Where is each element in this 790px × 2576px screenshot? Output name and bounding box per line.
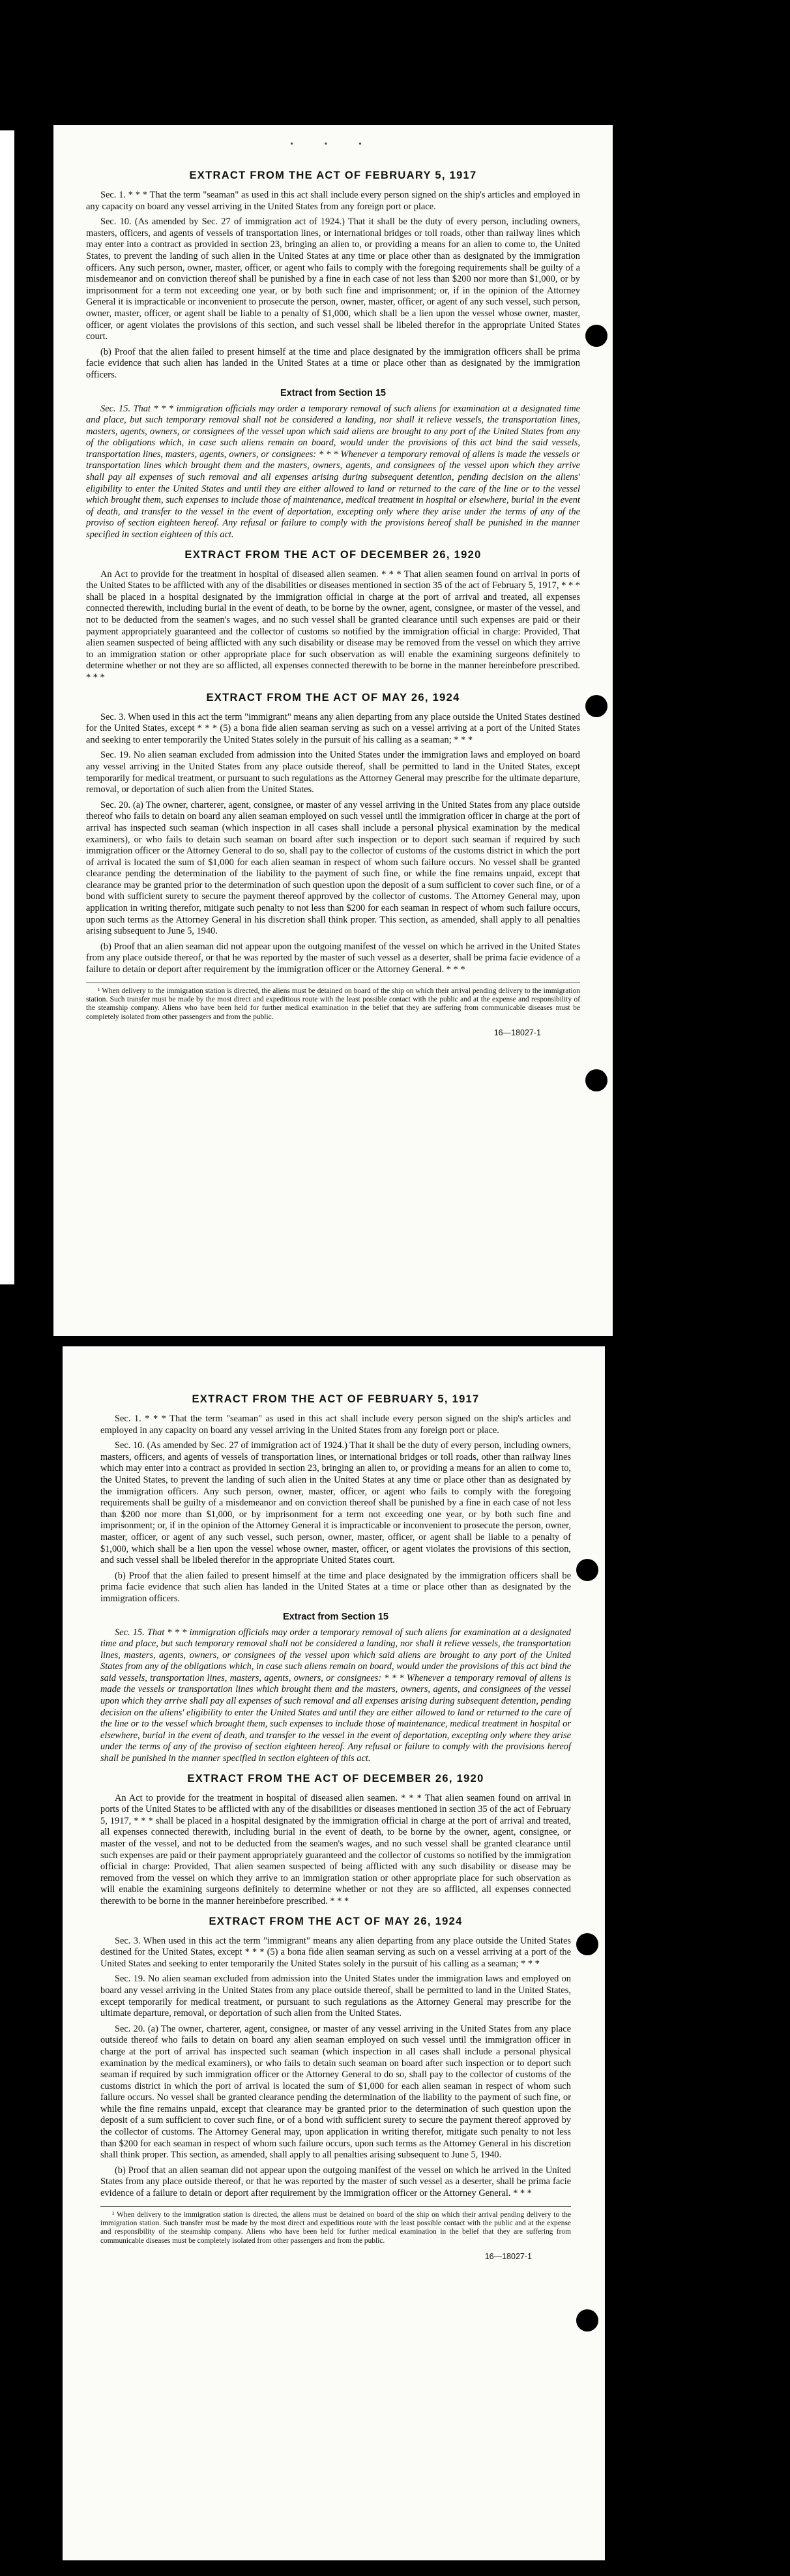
paragraph-sec-20-a: Sec. 20. (a) The owner, charterer, agent, consignee, or master of any vessel arriving in the United States from any place outside thereof who fails to detain on board any alien seaman employed on such vessel until the immigration officer in charge at the port of arrival has inspected such seaman (which inspection in all cases shall include a personal physical examination by the medical examiners), or who fails to detain such seaman on board after such inspection or to deport such seaman if required by such immigration officer or the Attorney General to do so, shall pay to the collector of customs of the customs district in which the port of arrival is located the sum of $1,000 for each alien seaman in respect of whom such failure occurs. No vessel shall be granted clearance pending the determination of the liability to the payment of such fine, or while the fine remains unpaid, except that clearance may be granted prior to the determination of such question upon the deposit of a sum sufficient to cover such fine, or of a bond with sufficient surety to secure the payment thereof approved by the collector of customs. The Attorney General may, upon application in writing therefor, mitigate such penalty to not less than $200 for each seaman in respect of whom such failure occurs, upon such terms as the Attorney General in his discretion shall think proper. This section, as amended, shall apply to all penalties arising subsequent to June 5, 1940. — [86, 799, 580, 937]
paragraph-sec-15: Sec. 15. That * * * immigration officials may order a temporary removal of such aliens for examination at a designated time and place, but such temporary removal shall not be considered a landing, nor shall it relieve vessels, the transportation lines, masters, agents, owners, or consignees of the vessel upon which said aliens are brought to any port of the United States from any of the obligations which, in case such aliens remain on board, would under the provisions of this act bind the said vessels, transportation lines, masters, agents, owners, or consignees: * * * Whenever a temporary removal of aliens is made the vessels or transportation lines which brought them and the masters, owners, agents, and consignees of the vessel upon which they arrive shall pay all expenses of such removal and all expenses arising during subsequent detention, pending decision on the aliens' eligibility to enter the United States and until they are either allowed to land or returned to the care of the line or to the vessel which brought them, such expenses to include those of maintenance, medical treatment in hospital or elsewhere, burial in the event of death, and transfer to the vessel in the event of deportation, excepting only where they arise under the terms of any of the proviso of section eighteen hereof. Any refusal or failure to comply with the provisions hereof shall be punished in the manner specified in section eighteen of this act. — [100, 1627, 571, 1764]
adjacent-page-edge — [0, 130, 14, 1284]
footnote: ¹ When delivery to the immigration station is directed, the aliens must be detained on board of the ship on which their arrival pending delivery to the immigration station. Such transfer must be made by the most direct and expeditious route with the least possible contact with the public and at the expense and responsibility of the steamship company. Aliens who have been held for further medical examination in the belief that they are suffering from communicable diseases must be completely isolated from other passengers and from the public. — [100, 2210, 571, 2245]
paragraph-act-1920: An Act to provide for the treatment in hospital of diseased alien seamen. * * * That alien seamen found on arrival in ports of the United States to be afflicted with any of the disabilities or diseases mentioned in section 35 of the act of February 5, 1917, * * * shall be placed in a hospital designated by the immigration official in charge at the port of arrival and treated, all expenses connected therewith, including burial in the event of death, to be borne by the owner, agent, consignee, or master of the vessel, and not to be deducted from the seamen's wages, and no such vessel shall be granted clearance until such expenses are paid or their payment appropriately guaranteed and the collector of customs so notified by the immigration official in charge: Provided, That alien seamen suspected of being afflicted with any such disability or disease may be removed from the vessel on which they arrive to an immigration station or other appropriate place for such observation as will enable the examining surgeons definitely to determine whether or not they are so afflicted, all expenses connected therewith to be borne in the manner hereinbefore prescribed. * * * — [100, 1792, 571, 1906]
paragraph-sec-3: Sec. 3. When used in this act the term "immigrant" means any alien departing from any place outside the United States destined for the United States, except * * * (5) a bona fide alien seaman serving as such on a vessel arriving at a port of the United States and seeking to enter temporarily the United States solely in the pursuit of his calling as a seaman; * * * — [86, 711, 580, 745]
paragraph-sec-1: Sec. 1. * * * That the term "seaman" as used in this act shall include every person signed on the ship's articles and employed in any capacity on board any vessel arriving in the United States from any foreign port or place. — [86, 190, 580, 212]
heading-act-1924: EXTRACT FROM THE ACT OF MAY 26, 1924 — [209, 1915, 463, 1927]
subheading-section-15: Extract from Section 15 — [280, 387, 386, 398]
heading-act-1917: EXTRACT FROM THE ACT OF FEBRUARY 5, 1917 — [189, 170, 477, 181]
document-page-back — [63, 1346, 605, 2560]
paragraph-sec-10-b: (b) Proof that the alien failed to present himself at the time and place designated by the immigration officers shall be prima facie evidence that such alien has landed in the United States at a time or place other than as designated by the immigration officers. — [86, 346, 580, 380]
paragraph-sec-1: Sec. 1. * * * That the term "seaman" as used in this act shall include every person signed on the ship's articles and employed in any capacity on board any vessel arriving in the United States from any foreign port or place. — [100, 1414, 571, 1436]
paragraph-sec-10: Sec. 10. (As amended by Sec. 27 of immigration act of 1924.) That it shall be the duty of every person, including owners, masters, officers, and agents of vessels of transportation lines, or international bridges or toll roads, other than railway lines which may enter into a contract as provided in section 23, bringing an alien to, or providing a means for an alien to come to, the United States, to prevent the landing of such alien in the United States at any time or place other than as designated by the immigration officers. Any such person, owner, master, officer, or agent who fails to comply with the foregoing requirements shall be guilty of a misdemeanor and on conviction thereof shall be punished by a fine in each case of not less than $200 nor more than $1,000, or by imprisonment for a term not exceeding one year, or by both such fine and imprisonment; or, if in the opinion of the Attorney General it is impracticable or inconvenient to prosecute the person, owner, master, officer, or agent of any such vessel, such person, owner, master, officer, or agent shall be liable to a penalty of $1,000, which shall be a lien upon the vessel whose owner, master, officer, or agent violates the provisions of this section, and such vessel shall be libeled therefor in the appropriate United States court. — [100, 1440, 571, 1566]
punch-hole — [585, 695, 607, 717]
heading-act-1917: EXTRACT FROM THE ACT OF FEBRUARY 5, 1917 — [192, 1393, 480, 1405]
paragraph-sec-15: Sec. 15. That * * * immigration officials may order a temporary removal of such aliens for examination at a designated time and place, but such temporary removal shall not be considered a landing, nor shall it relieve vessels, the transportation lines, masters, agents, owners, or consignees of the vessel upon which said aliens are brought to any port of the United States from any of the obligations which, in case such aliens remain on board, would under the provisions of this act bind the said vessels, transportation lines, masters, agents, owners, or consignees: * * * Whenever a temporary removal of aliens is made the vessels or transportation lines which brought them and the masters, owners, agents, and consignees of the vessel upon which they arrive shall pay all expenses of such removal and all expenses arising during subsequent detention, pending decision on the aliens' eligibility to enter the United States and until they are either allowed to land or returned to the care of the line or to the vessel which brought them, such expenses to include those of maintenance, medical treatment in hospital or elsewhere, burial in the event of death, and transfer to the vessel in the event of deportation, excepting only where they arise under the terms of any of the proviso of section eighteen hereof. Any refusal or failure to comply with the provisions hereof shall be punished in the manner specified in section eighteen of this act. — [86, 403, 580, 540]
footnote: ¹ When delivery to the immigration station is directed, the aliens must be detained on board of the ship on which their arrival pending delivery to the immigration station. Such transfer must be made by the most direct and expeditious route with the least possible contact with the public and at the expense and responsibility of the steamship company. Aliens who have been held for further medical examination in the belief that they are suffering from communicable diseases must be completely isolated from other passengers and from the public. — [86, 986, 580, 1021]
paragraph-sec-20-b: (b) Proof that an alien seaman did not appear upon the outgoing manifest of the vessel on which he arrived in the United States from any place outside thereof, or that he was reported by the master of such vessel as a deserter, shall be prima facie evidence of a failure to detain or deport after requirement by the immigration officer or the Attorney General. * * * — [86, 941, 580, 975]
subheading-section-15: Extract from Section 15 — [283, 1611, 388, 1622]
punch-hole — [576, 1933, 598, 1955]
paragraph-sec-20-b: (b) Proof that an alien seaman did not appear upon the outgoing manifest of the vessel on which he arrived in the United States from any place outside thereof, or that he was reported by the master of such vessel as a deserter, shall be prima facie evidence of a failure to detain or deport after requirement by the immigration officer or the Attorney General. * * * — [100, 2165, 571, 2199]
paragraph-sec-3: Sec. 3. When used in this act the term "immigrant" means any alien departing from any place outside the United States destined for the United States, except * * * (5) a bona fide alien seaman serving as such on a vessel arriving at a port of the United States and seeking to enter temporarily the United States solely in the pursuit of his calling as a seaman; * * * — [100, 1935, 571, 1969]
punch-hole — [576, 1559, 598, 1581]
paragraph-act-1920: An Act to provide for the treatment in hospital of diseased alien seamen. * * * That alien seamen found on arrival in ports of the United States to be afflicted with any of the disabilities or diseases mentioned in section 35 of the act of February 5, 1917, * * * shall be placed in a hospital designated by the immigration official in charge at the port of arrival and treated, all expenses connected therewith, including burial in the event of death, to be borne by the owner, agent, consignee, or master of the vessel, and not to be deducted from the seamen's wages, and no such vessel shall be granted clearance until such expenses are paid or their payment appropriately guaranteed and the collector of customs so notified by the immigration official in charge: Provided, That alien seamen suspected of being afflicted with any such disability or disease may be removed from the vessel on which they arrive to an immigration station or other appropriate place for such observation as will enable the examining surgeons definitely to determine whether or not they are so afflicted, all expenses connected therewith to be borne in the manner hereinbefore prescribed. * * * — [86, 569, 580, 683]
heading-act-1920: EXTRACT FROM THE ACT OF DECEMBER 26, 1920 — [187, 1772, 484, 1784]
heading-act-1924: EXTRACT FROM THE ACT OF MAY 26, 1924 — [206, 691, 460, 703]
document-page-front — [53, 125, 613, 1336]
page-marks: • • • — [290, 140, 376, 149]
form-code: 16—18027-1 — [484, 2252, 532, 2262]
heading-act-1920: EXTRACT FROM THE ACT OF DECEMBER 26, 1920 — [184, 548, 482, 561]
paragraph-sec-19: Sec. 19. No alien seaman excluded from admission into the United States under the immigration laws and employed on board any vessel arriving in the United States from any place outside thereof, shall be permitted to land in the United States, except temporarily for medical treatment, or pursuant to such regulations as the Attorney General may prescribe for the ultimate departure, removal, or deportation of such alien from the United States. — [86, 750, 580, 795]
paragraph-sec-10: Sec. 10. (As amended by Sec. 27 of immigration act of 1924.) That it shall be the duty of every person, including owners, masters, officers, and agents of vessels of transportation lines, or international bridges or toll roads, other than railway lines which may enter into a contract as provided in section 23, bringing an alien to, or providing a means for an alien to come to, the United States, to prevent the landing of such alien in the United States at any time or place other than as designated by the immigration officers. Any such person, owner, master, officer, or agent who fails to comply with the foregoing requirements shall be guilty of a misdemeanor and on conviction thereof shall be punished by a fine in each case of not less than $200 nor more than $1,000, or by imprisonment for a term not exceeding one year, or by both such fine and imprisonment; or, if in the opinion of the Attorney General it is impracticable or inconvenient to prosecute the person, owner, master, officer, or agent of any such vessel, such person, owner, master, officer, or agent shall be liable to a penalty of $1,000, which shall be a lien upon the vessel whose owner, master, officer, or agent violates the provisions of this section, and such vessel shall be libeled therefor in the appropriate United States court. — [86, 216, 580, 342]
paragraph-sec-20-a: Sec. 20. (a) The owner, charterer, agent, consignee, or master of any vessel arriving in the United States from any place outside thereof who fails to detain on board any alien seaman employed on such vessel until the immigration officer in charge at the port of arrival has inspected such seaman (which inspection in all cases shall include a personal physical examination by the medical examiners), or who fails to detain such seaman on board after such inspection or to deport such seaman if required by such immigration officer or the Attorney General to do so, shall pay to the collector of customs of the customs district in which the port of arrival is located the sum of $1,000 for each alien seaman in respect of whom such failure occurs. No vessel shall be granted clearance pending the determination of the liability to the payment of such fine, or while the fine remains unpaid, except that clearance may be granted prior to the determination of such question upon the deposit of a sum sufficient to cover such fine, or of a bond with sufficient surety to secure the payment thereof approved by the collector of customs. The Attorney General may, upon application in writing therefor, mitigate such penalty to not less than $200 for each seaman in respect of whom such failure occurs, upon such terms as the Attorney General in his discretion shall think proper. This section, as amended, shall apply to all penalties arising subsequent to June 5, 1940. — [100, 2023, 571, 2161]
footnote-divider — [100, 2206, 571, 2207]
punch-hole — [585, 325, 607, 347]
punch-hole — [585, 1069, 607, 1091]
punch-hole — [576, 2309, 598, 2332]
paragraph-sec-10-b: (b) Proof that the alien failed to present himself at the time and place designated by the immigration officers shall be prima facie evidence that such alien has landed in the United States at a time or place other than as designated by the immigration officers. — [100, 1570, 571, 1604]
paragraph-sec-19: Sec. 19. No alien seaman excluded from admission into the United States under the immigration laws and employed on board any vessel arriving in the United States from any place outside thereof, shall be permitted to land in the United States, except temporarily for medical treatment, or pursuant to such regulations as the Attorney General may prescribe for the ultimate departure, removal, or deportation of such alien from the United States. — [100, 1974, 571, 2019]
form-code: 16—18027-1 — [493, 1028, 541, 1038]
